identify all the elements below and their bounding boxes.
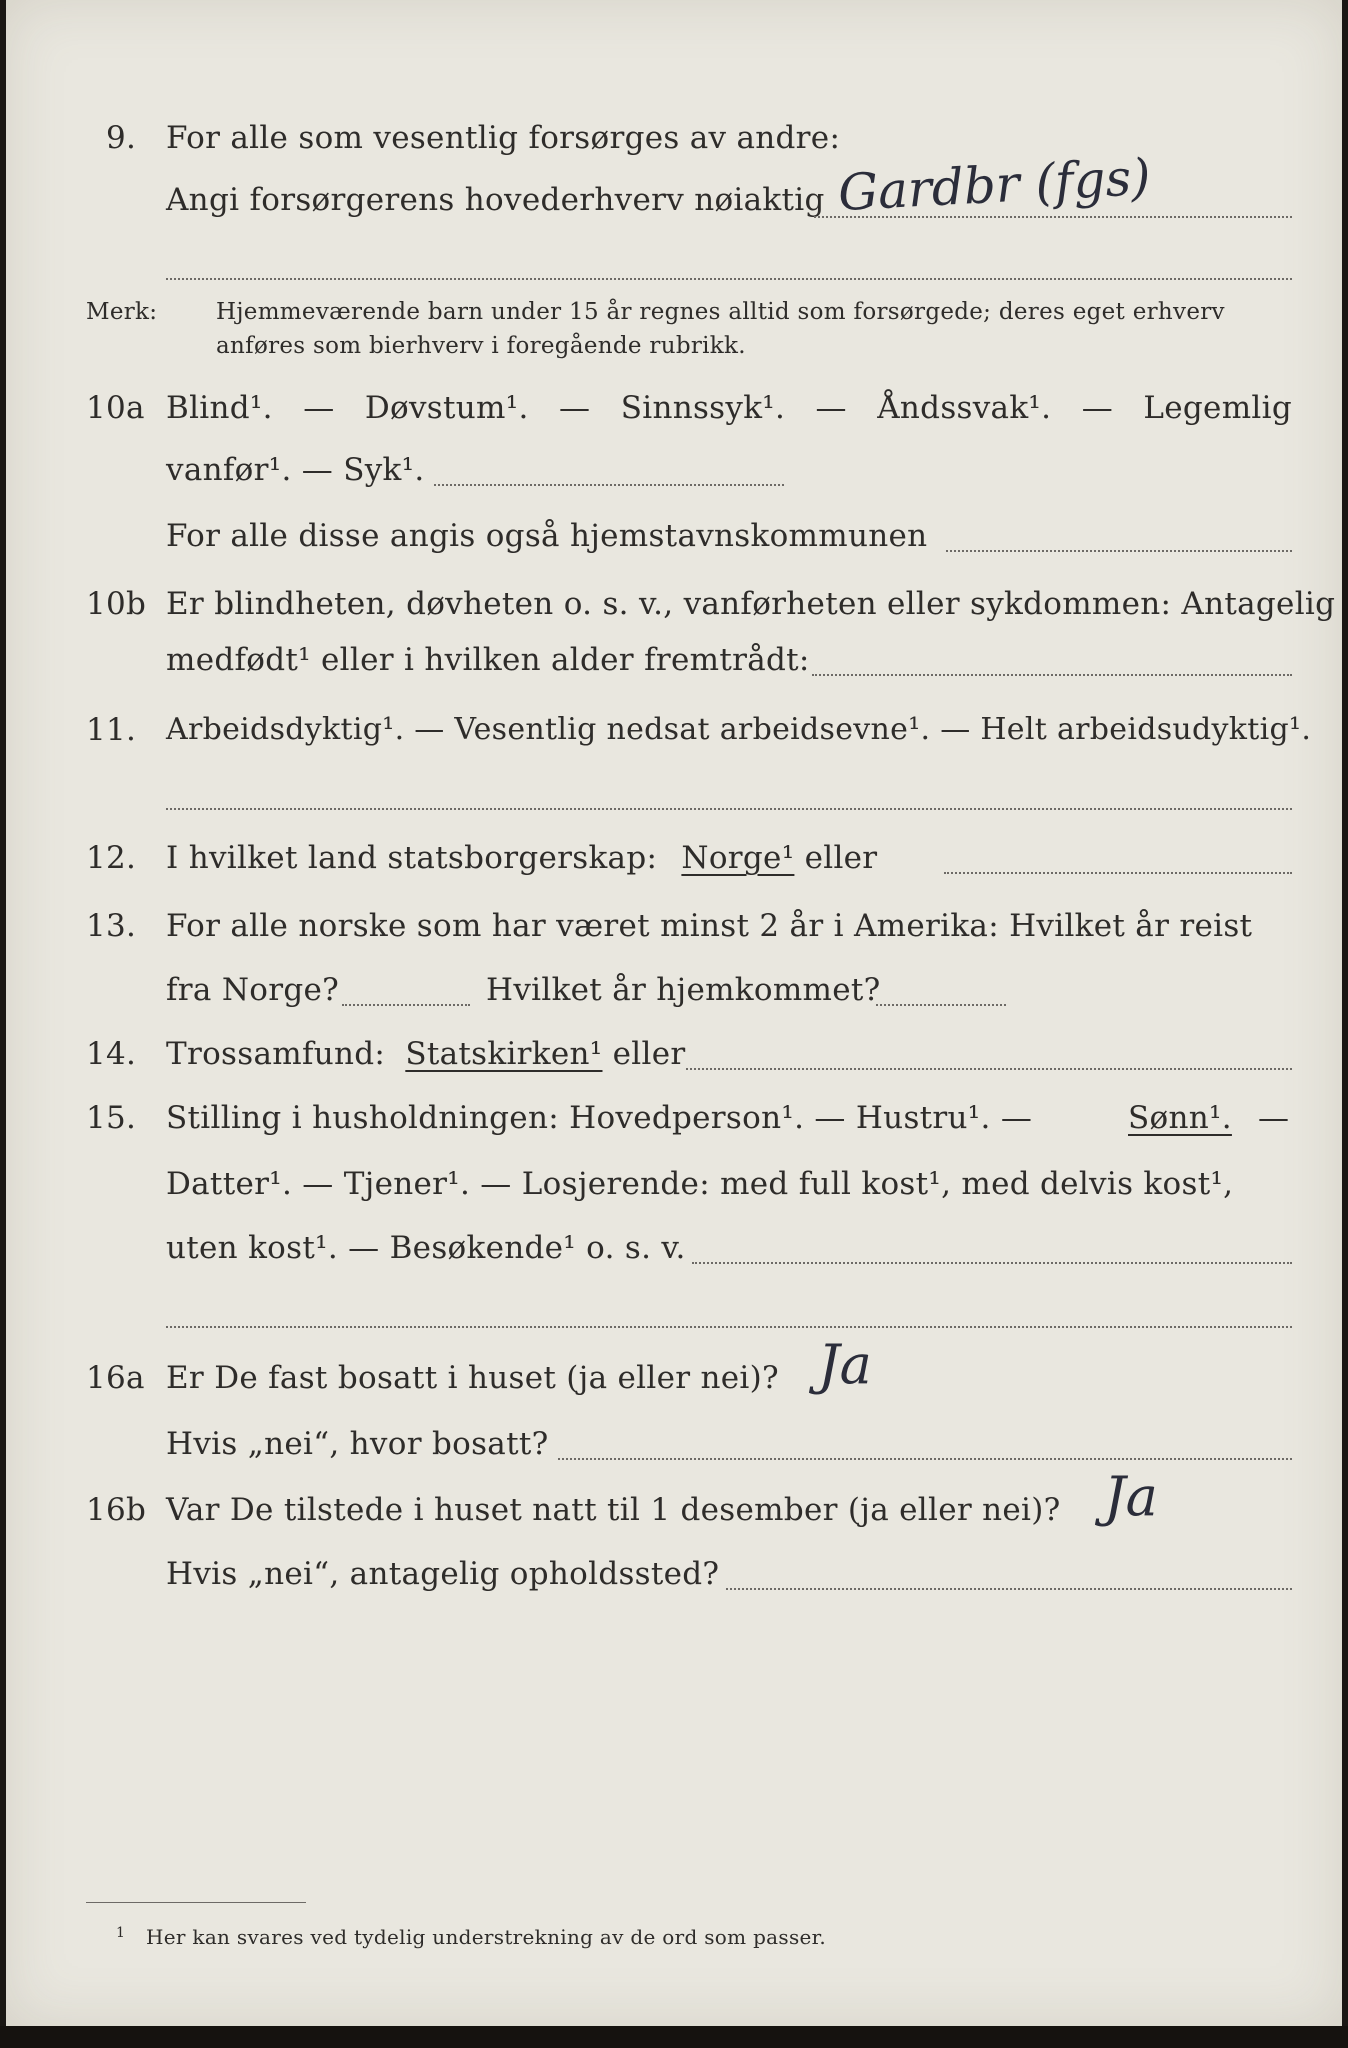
question-15-answer-line-1	[692, 1262, 1292, 1264]
question-9-handwritten-answer: Gardbr (fgs)	[836, 147, 1152, 223]
question-10a-answer-line-2	[946, 550, 1292, 552]
question-16a-handwritten-answer: Ja	[818, 1333, 872, 1396]
question-15-dash: —	[1258, 1100, 1290, 1136]
note-text-1: Hjemmeværende barn under 15 år regnes alltid som forsørgede; deres eget erhverv	[216, 299, 1225, 325]
question-10a-text-2: vanfør¹. — Syk¹.	[166, 452, 425, 488]
question-14-prompt: Trossamfund:	[166, 1036, 386, 1072]
question-10a-options	[166, 388, 1292, 428]
question-12-prompt: I hvilket land statsborgerskap:	[166, 840, 658, 876]
option-sep-3: —	[815, 390, 847, 426]
question-10a-answer-line-1	[434, 484, 784, 486]
question-14-eller: eller	[612, 1036, 686, 1072]
question-16a-number: 16a	[86, 1360, 145, 1396]
option-sinnssyk: Sinnssyk¹.	[620, 390, 786, 426]
question-9-number: 9.	[106, 120, 137, 156]
option-statskirken: Statskirken¹	[405, 1036, 603, 1072]
question-12-number: 12.	[86, 840, 137, 876]
option-sep-4: —	[1081, 390, 1113, 426]
question-9-text: For alle som vesentlig forsørges av andre:	[166, 120, 841, 156]
question-14-text	[166, 1034, 686, 1074]
question-11-number: 11.	[86, 712, 137, 748]
option-legemlig: Legemlig	[1143, 390, 1292, 426]
option-sep-1: —	[303, 390, 335, 426]
footnote-mark: 1	[116, 1925, 126, 1941]
option-dovstum: Døvstum¹.	[364, 390, 529, 426]
question-11-answer-line	[166, 808, 1292, 810]
question-16b-answer-line	[726, 1588, 1292, 1590]
option-blind: Blind¹.	[166, 390, 273, 426]
scan-border	[0, 2026, 1348, 2048]
question-16b-text-1: Var De tilstede i huset natt til 1 desember (ja eller nei)?	[166, 1492, 1061, 1528]
option-norge: Norge¹	[681, 840, 795, 876]
question-16a-text-1: Er De fast bosatt i huset (ja eller nei)?	[166, 1360, 779, 1396]
note-label: Merk:	[86, 299, 158, 325]
question-9-prompt: Angi forsørgerens hovederhverv nøiaktig	[166, 182, 825, 218]
question-10b-number: 10b	[86, 586, 147, 622]
footnote-text: Her kan svares ved tydelig understrekning av de ord som passer.	[146, 1925, 826, 1949]
question-13-number: 13.	[86, 908, 137, 944]
question-12-eller: eller	[804, 840, 878, 876]
question-15-number: 15.	[86, 1100, 137, 1136]
question-13-return-line	[876, 1004, 1006, 1006]
question-10b-text-2: medfødt¹ eller i hvilken alder fremtrådt:	[166, 642, 810, 678]
question-16b-number: 16b	[86, 1492, 147, 1528]
question-12-text	[166, 838, 877, 878]
question-9-extra-line	[166, 278, 1292, 280]
question-14-number: 14.	[86, 1036, 137, 1072]
census-form-page	[6, 0, 1342, 2026]
question-13-departure-line	[342, 1004, 470, 1006]
question-15-text-1a: Stilling i husholdningen: Hovedperson¹. — Hustru¹. —	[166, 1100, 1033, 1136]
question-16b-handwritten-answer: Ja	[1104, 1465, 1158, 1528]
option-andssvak: Åndssvak¹.	[877, 390, 1052, 426]
question-15-text-2: Datter¹. — Tjener¹. — Losjerende: med full kost¹, med delvis kost¹,	[166, 1166, 1234, 1202]
question-10a-text-3: For alle disse angis også hjemstavnskommunen	[166, 518, 928, 554]
question-10a-number: 10a	[86, 390, 145, 426]
question-16b-text-2: Hvis „nei“, antagelig opholdssted?	[166, 1556, 720, 1592]
question-16a-answer-line	[558, 1458, 1292, 1460]
question-13-text-1: For alle norske som har været minst 2 år i Amerika: Hvilket år reist	[166, 908, 1253, 944]
question-16a-text-2: Hvis „nei“, hvor bosatt?	[166, 1426, 549, 1462]
question-15-answer-line-2	[166, 1326, 1292, 1328]
question-11-text: Arbeidsdyktig¹. — Vesentlig nedsat arbeidsevne¹. — Helt arbeidsudyktig¹.	[166, 712, 1312, 747]
question-10b-answer-line	[812, 674, 1292, 676]
question-13-text-2a: fra Norge?	[166, 972, 340, 1008]
note-text-2: anføres som bierhverv i foregående rubrikk.	[216, 333, 746, 359]
question-12-answer-line	[944, 872, 1292, 874]
option-sonn: Sønn¹.	[1128, 1100, 1232, 1136]
question-14-answer-line	[686, 1068, 1292, 1070]
footnote-separator	[86, 1902, 306, 1903]
option-sep-2: —	[559, 390, 591, 426]
question-15-text-3: uten kost¹. — Besøkende¹ o. s. v.	[166, 1230, 686, 1266]
question-13-text-2b: Hvilket år hjemkommet?	[486, 972, 881, 1008]
question-10b-text-1: Er blindheten, døvheten o. s. v., vanførheten eller sykdommen: Antagelig	[166, 586, 1336, 622]
